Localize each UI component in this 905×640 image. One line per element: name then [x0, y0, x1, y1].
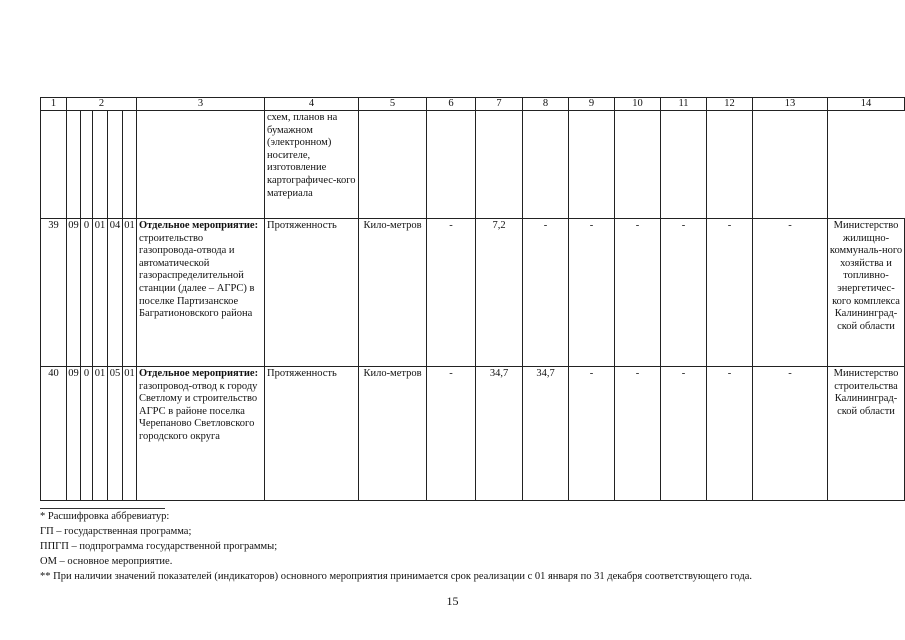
- measure-name-text: газопровод-отвод к городу Светлому и строительство АГРС в районе поселка Черепаново Светловского городского округа: [139, 380, 258, 442]
- header-col-2: 2: [67, 98, 137, 111]
- header-col-7: 7: [476, 98, 523, 111]
- value-col-6: -: [427, 367, 476, 501]
- indicator-name: Протяженность: [265, 219, 359, 367]
- value-col-13: -: [753, 367, 828, 501]
- page-number: 15: [446, 594, 459, 608]
- value-col-9: -: [569, 219, 615, 367]
- footnotes: [40, 509, 752, 584]
- measure-name-text: строительство газопровода-отвода и автоматической газораспределительной станции (далее – АГРС) в поселке Партизанское Багратионовского района: [139, 232, 255, 320]
- measures-table: [40, 97, 905, 501]
- value-col-11: -: [661, 367, 707, 501]
- header-col-3: 3: [137, 98, 265, 111]
- measure-name: [137, 219, 265, 367]
- header-col-8: 8: [523, 98, 569, 111]
- header-col-9: 9: [569, 98, 615, 111]
- value-col-13: -: [753, 219, 828, 367]
- value-col-7: 7,2: [476, 219, 523, 367]
- header-col-14: 14: [828, 98, 905, 111]
- code-part: 09: [67, 219, 81, 367]
- footnote-abbreviations-title: * Расшифровка аббревиатур:: [40, 511, 170, 522]
- value-col-7: 34,7: [476, 367, 523, 501]
- code-part: 01: [123, 367, 137, 501]
- measure-name-bold: Отдельное мероприятие:: [139, 220, 259, 231]
- header-col-11: 11: [661, 98, 707, 111]
- measure-name-bold: Отдельное мероприятие:: [139, 368, 259, 379]
- executor: Министерство строительства Калининград-ской области: [828, 367, 905, 501]
- footnote-gp: ГП – государственная программа;: [40, 526, 192, 537]
- code-part: 01: [93, 367, 108, 501]
- code-part: 0: [81, 219, 93, 367]
- value-col-6: -: [427, 219, 476, 367]
- unit: Кило-метров: [359, 367, 427, 501]
- header-col-4: 4: [265, 98, 359, 111]
- header-col-6: 6: [427, 98, 476, 111]
- table-row-continuation: [41, 111, 905, 219]
- header-col-10: 10: [615, 98, 661, 111]
- value-col-12: -: [707, 367, 753, 501]
- value-col-8: 34,7: [523, 367, 569, 501]
- header-col-12: 12: [707, 98, 753, 111]
- footnote-period: ** При наличии значений показателей (индикаторов) основного мероприятия принимается срок реализации с 01 января по 31 декабря соответствующего года.: [40, 571, 752, 582]
- code-part: 05: [108, 367, 123, 501]
- row-number: 39: [41, 219, 67, 367]
- value-col-8: -: [523, 219, 569, 367]
- code-part: 09: [67, 367, 81, 501]
- header-col-1: 1: [41, 98, 67, 111]
- header-row: [41, 98, 905, 111]
- table-row: [41, 367, 905, 501]
- indicator-continuation: схем, планов на бумажном (электронном) носителе, изготовление картографичес-кого материала: [265, 111, 359, 219]
- code-part: 01: [93, 219, 108, 367]
- footnote-ppgp: ППГП – подпрограмма государственной программы;: [40, 541, 278, 552]
- header-col-5: 5: [359, 98, 427, 111]
- unit: Кило-метров: [359, 219, 427, 367]
- value-col-10: -: [615, 219, 661, 367]
- value-col-9: -: [569, 367, 615, 501]
- header-col-13: 13: [753, 98, 828, 111]
- code-part: 01: [123, 219, 137, 367]
- value-col-10: -: [615, 367, 661, 501]
- value-col-11: -: [661, 219, 707, 367]
- executor: Министерство жилищно-коммуналь-ного хозяйства и топливно-энергетичес-кого комплекса Калининград-ской области: [828, 219, 905, 367]
- footnote-om: ОМ – основное мероприятие.: [40, 556, 173, 567]
- row-number: 40: [41, 367, 67, 501]
- value-col-12: -: [707, 219, 753, 367]
- code-part: 04: [108, 219, 123, 367]
- indicator-name: Протяженность: [265, 367, 359, 501]
- table-row: [41, 219, 905, 367]
- measure-name: [137, 367, 265, 501]
- code-part: 0: [81, 367, 93, 501]
